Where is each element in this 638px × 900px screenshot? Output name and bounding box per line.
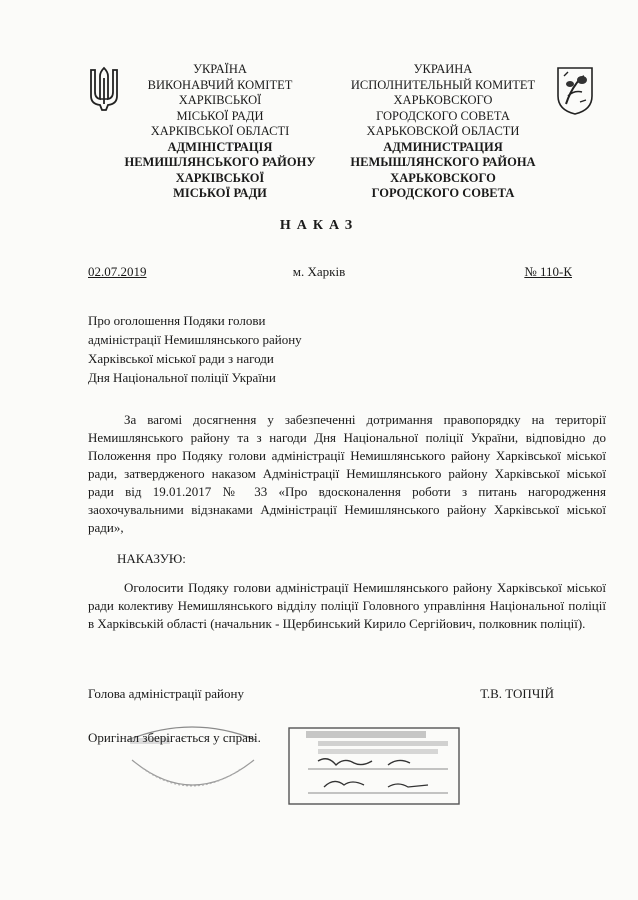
document-subject (88, 311, 302, 387)
header-line-bold: АДМИНИСТРАЦИЯ (383, 139, 503, 154)
original-storage-note: Оригінал зберігається у справі. (88, 730, 261, 745)
kharkiv-coat-of-arms-icon (556, 66, 594, 116)
header-line-bold: МІСЬКОЇ РАДИ (173, 186, 267, 200)
order-paragraph: Оголосити Подяку голови адміністрації Немишлянського району Харківської міської ради колективу Немишлянського відділу поліції Головного управління Національної поліції в Харківській області (начальник - Щербинський Кирило Сергійович, полковник поліції). (88, 580, 606, 631)
subject-line: адміністрації Немишлянського району (88, 332, 302, 347)
header-line: ХАРКІВСЬКОЇ ОБЛАСТІ (150, 124, 290, 138)
header-line: ХАРЬКОВСКОГО (393, 93, 493, 107)
document-number: № 110-К (524, 264, 572, 279)
signatory-name: Т.В. ТОПЧІЙ (480, 686, 554, 701)
order-heading: НАКАЗУЮ: (117, 551, 186, 566)
header-line: ВИКОНАВЧИЙ КОМІТЕТ (147, 77, 293, 92)
header-line-bold: ХАРЬКОВСКОГО (390, 170, 496, 185)
document-city: м. Харків (292, 264, 346, 279)
header-line-bold: НЕМИШЛЯНСЬКОГО РАЙОНУ (124, 155, 316, 169)
header-line: МІСЬКОЇ РАДИ (176, 108, 264, 123)
header-line: ХАРЬКОВСКОЙ ОБЛАСТИ (366, 124, 520, 138)
header-line: УКРАЇНА (193, 62, 247, 76)
header-line: УКРАИНА (413, 62, 473, 76)
header-line-bold: ГОРОДСКОГО СОВЕТА (371, 186, 515, 200)
header-line: ИСПОЛНИТЕЛЬНЫЙ КОМИТЕТ (350, 77, 536, 92)
certification-stamp-icon (288, 727, 460, 805)
preamble-paragraph: За вагомі досягнення у забезпеченні дотримання правопорядку на території Немишлянського району та з нагоди Дня Національної поліції України, відповідно до Положення про Подяку голови адміністрації Немишлянського району Харківської міської ради, затвердженого наказом Адміністрації Немишлянського району Харківської міської ради від 19.01.2017 № 33 «Про вдосконалення роботи з питань нагородження заохочувальними відзнаками Адміністрації Немишлянського району Харківської міської ради», (88, 412, 606, 535)
header-russian (338, 62, 548, 202)
header-line-bold: ХАРКІВСЬКОЇ (175, 170, 265, 185)
subject-line: Харківської міської ради з нагоди (88, 351, 274, 366)
trident-emblem-icon (88, 66, 120, 112)
header-line-bold: НЕМЫШЛЯНСКОГО РАЙОНА (350, 155, 536, 169)
signatory-role: Голова адміністрації району (88, 686, 244, 701)
document-title: НАКАЗ (279, 218, 359, 233)
header-line: ГОРОДСКОГО СОВЕТА (376, 108, 510, 123)
subject-line: Про оголошення Подяки голови (88, 313, 266, 328)
header-ukrainian (120, 62, 320, 202)
subject-line: Дня Національної поліції України (88, 370, 276, 385)
header-line: ХАРКІВСЬКОЇ (178, 93, 262, 107)
document-date: 02.07.2019 (88, 264, 147, 279)
header-line-bold: АДМІНІСТРАЦІЯ (167, 139, 273, 154)
